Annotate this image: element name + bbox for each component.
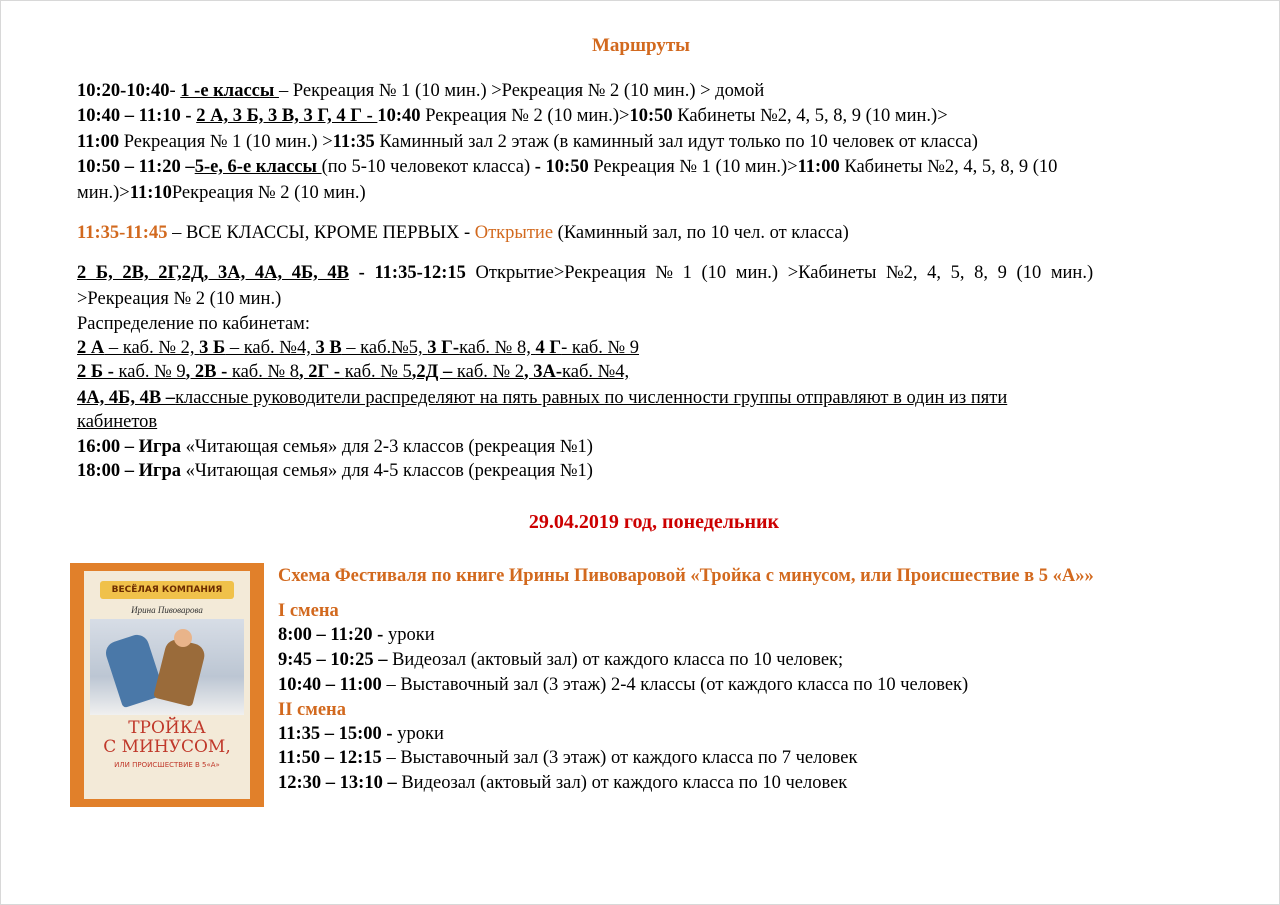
book-title: ТРОЙКА С МИНУСОМ, — [103, 718, 231, 757]
time: 11:35 — [332, 132, 375, 152]
date-heading: 29.04.2019 год, понедельник — [528, 511, 780, 533]
time: 10:20-10:40 — [77, 81, 170, 101]
distribution-line-1: 2 А – каб. № 2, 3 Б – каб. №4, 3 В – каб.№5, 3 Г-каб. № 8, 4 Г- каб. № 9 — [77, 338, 640, 358]
schedule-line: 12:30 – 13:10 – Видеозал (актовый зал) от каждого класса по 10 человек — [278, 773, 848, 793]
schedule-line: 8:00 – 11:20 - уроки — [278, 625, 435, 645]
schedule-line: 10:40 – 11:00 – Выставочный зал (3 этаж) 2-4 классы (от каждого класса по 10 человек) — [278, 675, 969, 695]
time: 10:50 — [629, 106, 673, 126]
time: 11:00 — [797, 157, 840, 177]
class-group: 5-е, 6-е классы — [194, 157, 322, 177]
route-line-2 — [77, 104, 948, 128]
text: Кабинеты №2, 4, 5, 8, 9 (10 мин.)> — [672, 106, 948, 126]
distribution-line-4: кабинетов — [77, 412, 158, 432]
time: 11:00 — [77, 132, 120, 152]
text: – ВСЕ КЛАССЫ, КРОМЕ ПЕРВЫХ - — [167, 223, 475, 243]
distribution-line-2: 2 Б - каб. № 9, 2В - каб. № 8, 2Г - каб. № 5,2Д – каб. № 2, 3А-каб. №4, — [77, 362, 630, 382]
time: 11:35-11:45 — [77, 223, 168, 243]
schedule-line: 9:45 – 10:25 – Видеозал (актовый зал) от каждого класса по 10 человек; — [278, 650, 844, 670]
text: Кабинеты №2, 4, 5, 8, 9 (10 — [839, 157, 1058, 177]
class-group: 2 А, 3 Б, 3 В, 3 Г, 4 Г - — [196, 106, 378, 126]
text: Рекреация № 2 (10 мин.) — [171, 183, 366, 203]
book-series: ВЕСЁЛАЯ КОМПАНИЯ — [100, 581, 234, 599]
text: Рекреация № 1 (10 мин.) > — [119, 132, 333, 152]
schedule-line: 11:35 – 15:00 - уроки — [278, 724, 444, 744]
time: 10:40 — [377, 106, 421, 126]
route-line-5 — [77, 181, 366, 205]
distribution-heading: Распределение по кабинетам: — [77, 314, 311, 334]
time: - 11:35-12:15 — [349, 263, 466, 283]
shift-2-label: II смена — [278, 700, 346, 720]
route-line-8: >Рекреация № 2 (10 мин.) — [77, 289, 282, 309]
time: 10:50 – 11:20 – — [77, 157, 195, 177]
text: (по 5-10 человекот класса) — [321, 157, 535, 177]
festival-heading: Схема Фестиваля по книге Ирины Пивоваровой «Тройка с минусом, или Происшествие в 5 «А»» — [278, 566, 1094, 586]
shift-1-label: I смена — [278, 601, 339, 621]
page-title: Маршруты — [591, 35, 691, 56]
cover-illustration — [90, 619, 244, 715]
route-line-6 — [77, 221, 849, 245]
text: Каминный зал 2 этаж (в каминный зал идут только по 10 человек от класса) — [374, 132, 978, 152]
text: Рекреация № 2 (10 мин.)> — [420, 106, 630, 126]
route-line-1 — [77, 79, 764, 103]
text: мин.)> — [77, 183, 130, 203]
text: – Рекреация № 1 (10 мин.) >Рекреация № 2 (10 мин.) > домой — [278, 81, 765, 101]
text: Рекреация № 1 (10 мин.)> — [588, 157, 798, 177]
text: - — [169, 81, 181, 101]
time: 10:40 – 11:10 - — [77, 106, 197, 126]
route-line-3 — [77, 130, 978, 154]
book-subtitle: ИЛИ ПРОИСШЕСТВИЕ В 5«А» — [114, 761, 220, 769]
opening-label: Открытие — [474, 223, 554, 243]
class-group: 1 -е классы — [180, 81, 279, 101]
distribution-line-3: 4А, 4Б, 4В –классные руководители распределяют на пять равных по численности группы отправляют в один из пяти — [77, 388, 1008, 408]
route-line-7 — [77, 261, 1093, 285]
class-group: 2 Б, 2В, 2Г,2Д, 3А, 4А, 4Б, 4В — [77, 263, 350, 283]
schedule-line: 11:50 – 12:15 – Выставочный зал (3 этаж) от каждого класса по 7 человек — [278, 748, 858, 768]
text: (Каминный зал, по 10 чел. от класса) — [553, 223, 849, 243]
time: - 10:50 — [534, 157, 589, 177]
book-author: Ирина Пивоварова — [131, 605, 203, 615]
game-line-1: 16:00 – Игра «Читающая семья» для 2-3 классов (рекреация №1) — [77, 437, 593, 457]
time: 11:10 — [129, 183, 172, 203]
route-line-4 — [77, 155, 1057, 179]
game-line-2: 18:00 – Игра «Читающая семья» для 4-5 классов (рекреация №1) — [77, 461, 593, 481]
book-cover-image — [70, 563, 264, 807]
text: Открытие>Рекреация № 1 (10 мин.) >Кабинеты №2, 4, 5, 8, 9 (10 мин.) — [465, 263, 1094, 283]
